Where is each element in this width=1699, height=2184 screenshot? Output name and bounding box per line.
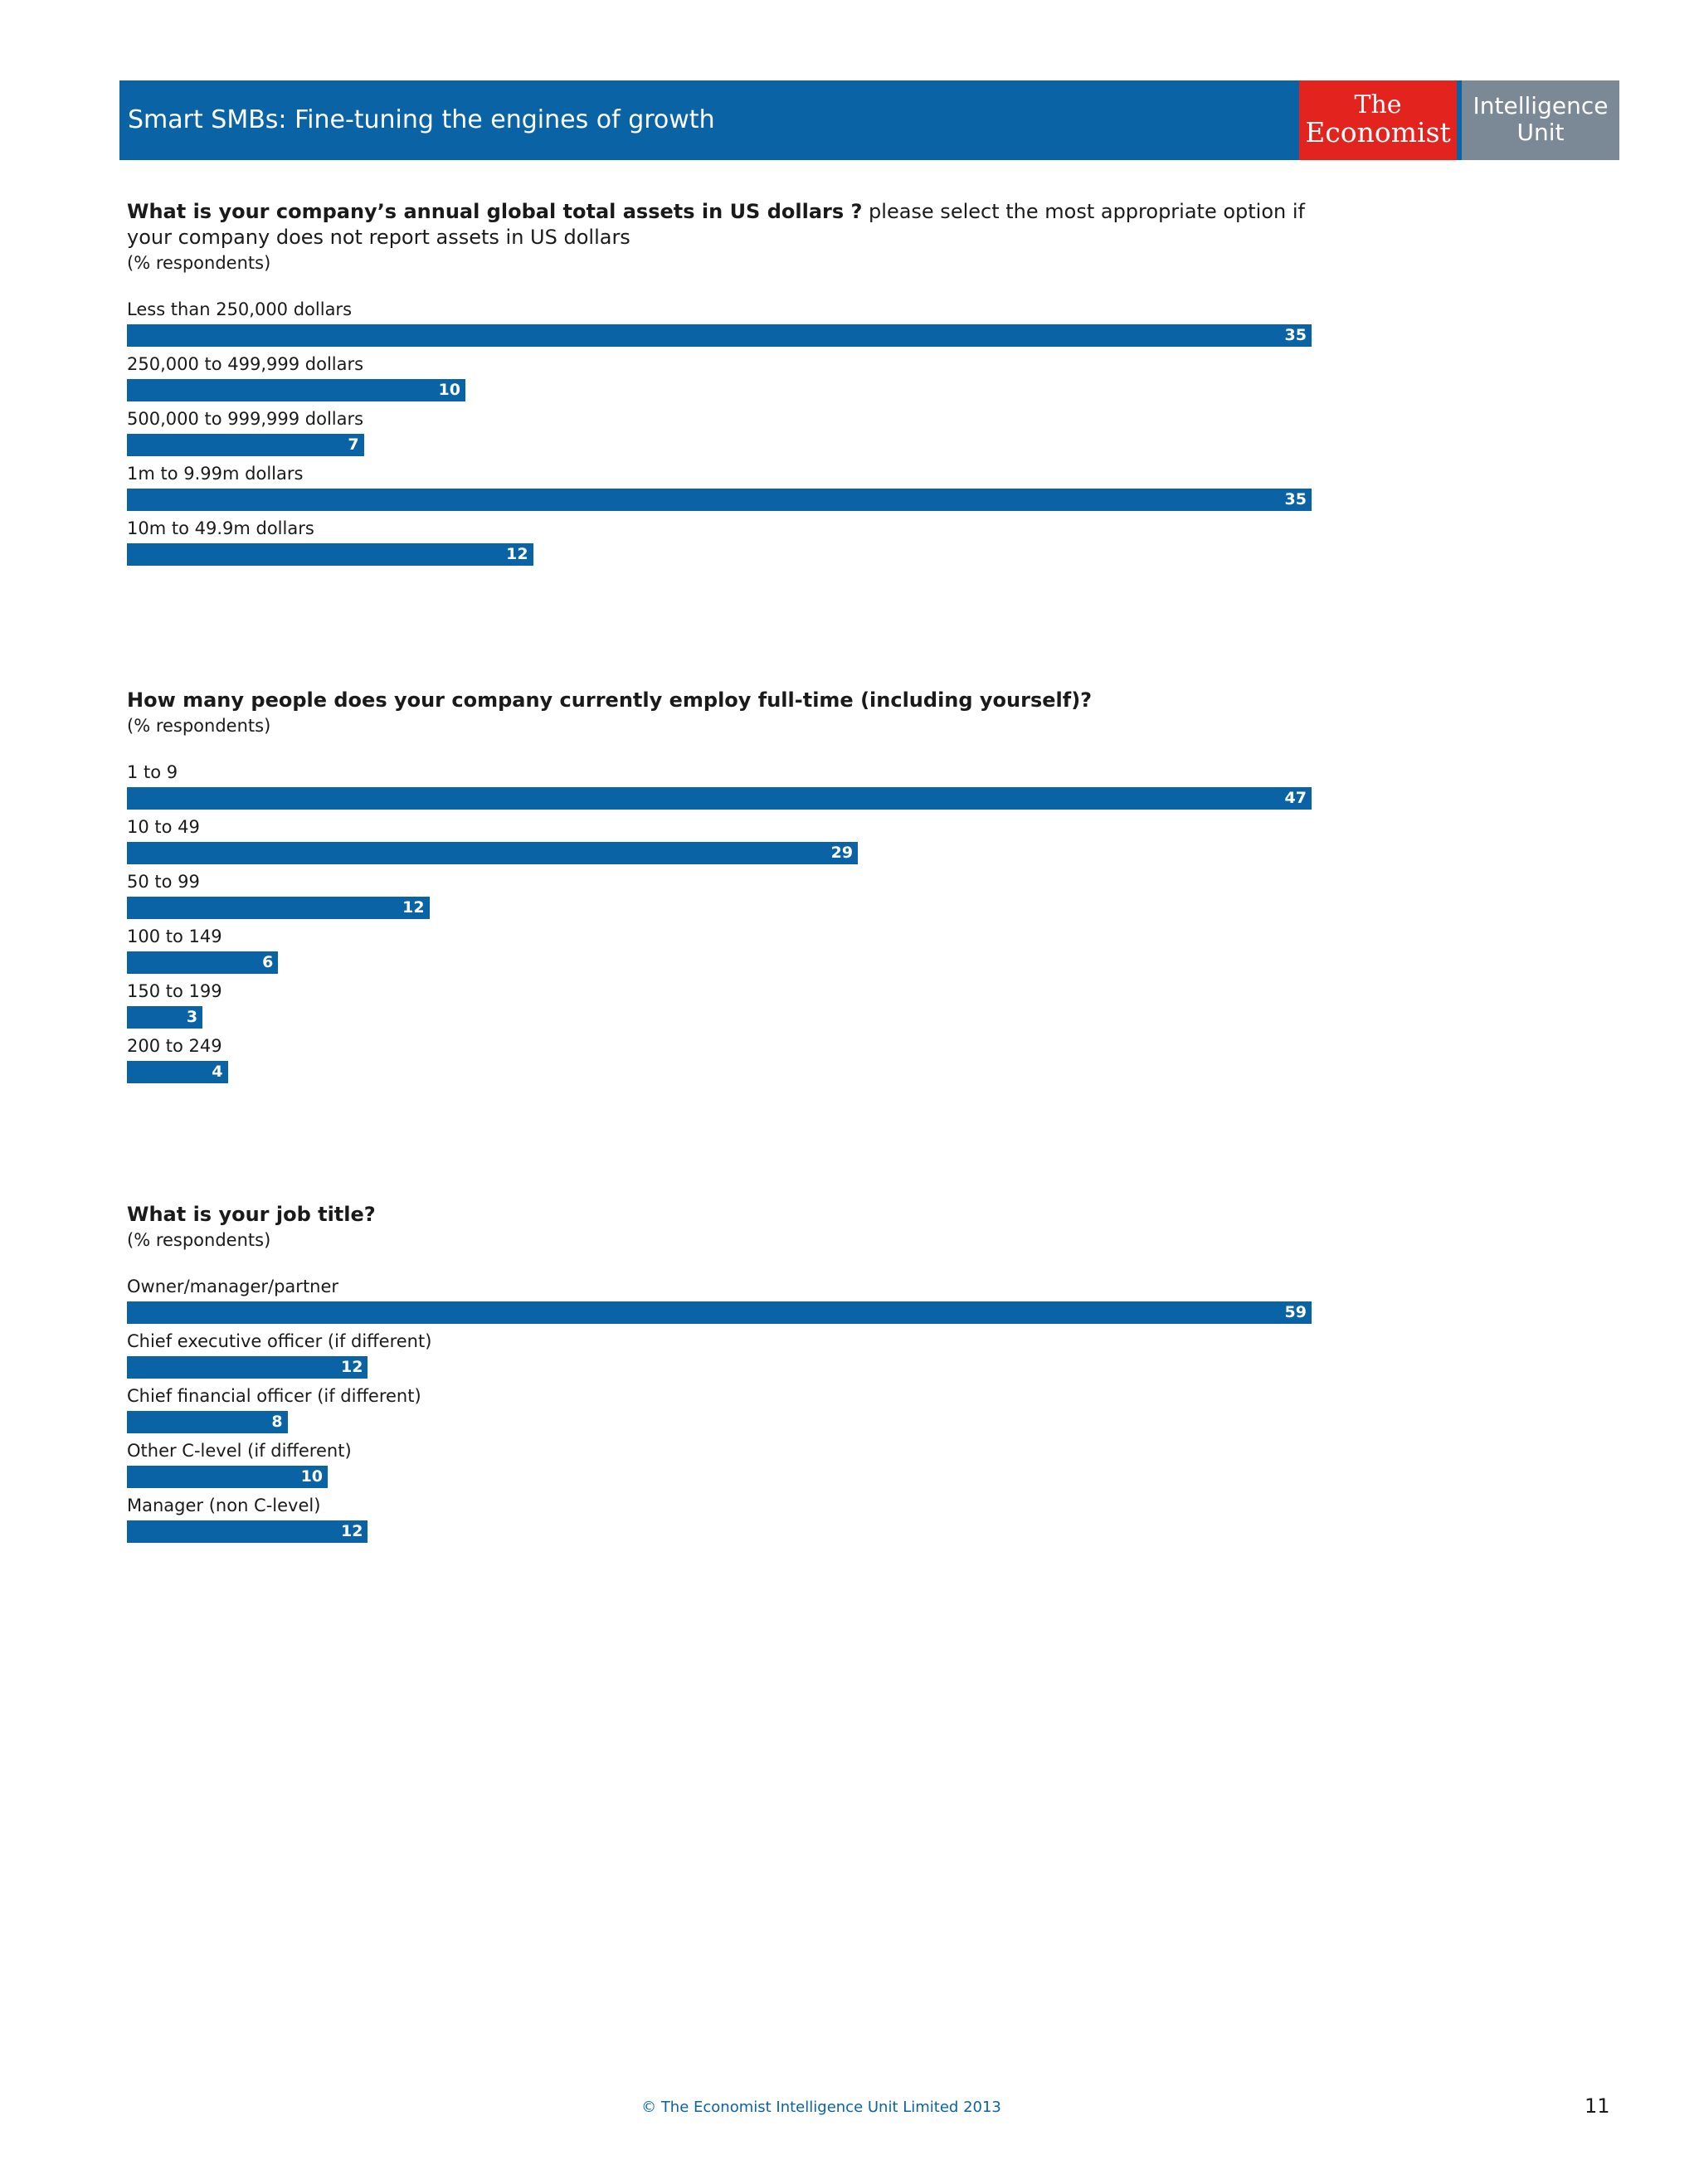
bar-value-label: 47 <box>1284 789 1307 807</box>
chart-subtitle: (% respondents) <box>127 1230 271 1250</box>
bar-rows <box>127 759 1313 1087</box>
bar-value-label: 12 <box>402 898 425 917</box>
bar <box>127 897 430 919</box>
bar-row <box>127 460 1313 515</box>
bar-value-label: 6 <box>262 953 274 971</box>
bar <box>127 1061 228 1083</box>
bar-row <box>127 814 1313 868</box>
bar <box>127 324 1312 347</box>
copyright-footer: © The Economist Intelligence Unit Limited 2013 <box>641 2099 1001 2116</box>
bar <box>127 951 278 974</box>
bar-row <box>127 1383 1313 1437</box>
bar-value-label: 35 <box>1284 326 1307 344</box>
bar-row <box>127 1492 1313 1547</box>
bar-label: Less than 250,000 dollars <box>127 299 353 319</box>
bar-row <box>127 868 1313 923</box>
bar-value-label: 12 <box>506 545 528 563</box>
bar <box>127 1356 368 1379</box>
eiu-logo <box>1462 80 1619 160</box>
chart-title <box>127 199 1313 251</box>
bar-label: 200 to 249 <box>127 1036 222 1056</box>
bar-row <box>127 296 1313 351</box>
bar-rows <box>127 1273 1313 1547</box>
bar-label: 500,000 to 999,999 dollars <box>127 409 364 429</box>
chart-title <box>127 1202 1313 1228</box>
page-number: 11 <box>1585 2094 1610 2118</box>
bar-label: 50 to 99 <box>127 872 200 892</box>
chart-employees <box>127 688 1313 1087</box>
bar <box>127 1520 368 1543</box>
bar <box>127 1301 1312 1324</box>
bar-row <box>127 1328 1313 1383</box>
bar-label: 10m to 49.9m dollars <box>127 518 314 538</box>
chart-title-bold: How many people does your company currently employ full-time (including yourself)? <box>127 688 1093 712</box>
bar <box>127 842 858 864</box>
bar-row <box>127 1273 1313 1328</box>
bar-row <box>127 1437 1313 1492</box>
bar-value-label: 8 <box>271 1413 283 1431</box>
bar-row <box>127 923 1313 978</box>
bar-row <box>127 1033 1313 1087</box>
bar-row <box>127 406 1313 460</box>
bar-value-label: 10 <box>300 1467 324 1486</box>
chart-subtitle: (% respondents) <box>127 716 271 736</box>
bar-label: Manager (non C-level) <box>127 1496 321 1515</box>
bar-row <box>127 351 1313 406</box>
bar-value-label: 10 <box>438 381 460 399</box>
bar <box>127 543 533 566</box>
bar-label: Other C-level (if different) <box>127 1441 352 1461</box>
bar-value-label: 59 <box>1284 1303 1307 1321</box>
bar-label: 150 to 199 <box>127 981 222 1001</box>
chart-title-bold: What is your job title? <box>127 1203 376 1226</box>
bar-row <box>127 515 1313 570</box>
bar-value-label: 12 <box>340 1522 363 1540</box>
bar <box>127 1466 328 1488</box>
bar-row <box>127 978 1313 1033</box>
bar-label: Owner/manager/partner <box>127 1277 339 1296</box>
bar-label: 1m to 9.99m dollars <box>127 464 304 484</box>
economist-logo-line2: Economist <box>1305 116 1451 148</box>
bar <box>127 1006 202 1029</box>
bar-value-label: 35 <box>1284 490 1307 508</box>
bar-value-label: 29 <box>830 844 854 862</box>
bar <box>127 1411 288 1433</box>
chart-job-title <box>127 1202 1313 1547</box>
chart-title-bold: What is your company’s annual global total assets in US dollars ? <box>127 200 863 223</box>
eiu-logo-line1: Intelligence <box>1473 92 1609 119</box>
bar-label: 250,000 to 499,999 dollars <box>127 354 364 374</box>
chart-title-rest: please select the most appropriate option if your company does not report assets in US dollars <box>127 200 1305 249</box>
economist-logo-line1: The <box>1354 90 1402 119</box>
bar-label: 1 to 9 <box>127 762 178 782</box>
bar <box>127 489 1312 511</box>
bar <box>127 787 1312 810</box>
bar-label: 100 to 149 <box>127 927 222 946</box>
bar <box>127 434 364 456</box>
bar-value-label: 12 <box>340 1358 363 1376</box>
bar-label: Chief financial officer (if different) <box>127 1386 421 1406</box>
bar-value-label: 7 <box>348 435 359 454</box>
bar-row <box>127 759 1313 814</box>
chart-subtitle: (% respondents) <box>127 253 271 273</box>
bar-value-label: 3 <box>186 1008 198 1026</box>
bar-label: Chief executive officer (if different) <box>127 1331 432 1351</box>
chart-total-assets <box>127 199 1313 570</box>
bar-value-label: 4 <box>212 1063 223 1081</box>
bar-label: 10 to 49 <box>127 817 200 837</box>
eiu-logo-line2: Unit <box>1516 119 1565 146</box>
chart-title <box>127 688 1313 713</box>
economist-logo <box>1299 80 1457 160</box>
bar <box>127 379 465 401</box>
report-title: Smart SMBs: Fine-tuning the engines of growth <box>128 105 715 134</box>
bar-rows <box>127 296 1313 570</box>
